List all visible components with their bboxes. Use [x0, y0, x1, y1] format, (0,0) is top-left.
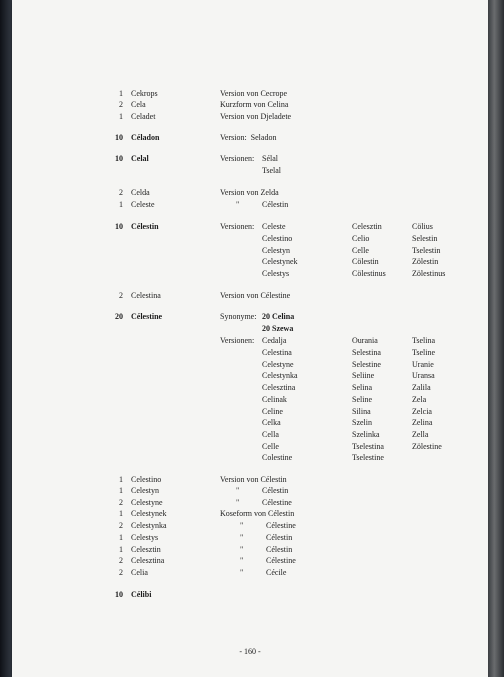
entry-variant: Célestine: [262, 556, 296, 565]
entry-variant: Seliine: [352, 371, 375, 380]
entry-variant: Szelin: [352, 418, 372, 427]
entry-variant: Tselestine: [352, 453, 384, 462]
entry-variant: 20 Celina: [262, 312, 295, 321]
entry-row: [12, 452, 488, 464]
entry-description: Version von Zelda: [220, 188, 279, 197]
page-number: - 160 -: [239, 647, 261, 656]
entry-variant: Celinak: [262, 395, 287, 404]
entry-variant: Celestynka: [262, 371, 298, 380]
scan-right-edge: [488, 0, 504, 677]
entry-description: ": [220, 545, 244, 554]
entry-description: ": [220, 556, 244, 565]
entry-variant: Selina: [352, 383, 372, 392]
entry-name: Celestyne: [131, 498, 163, 507]
entry-row: [12, 99, 488, 111]
entry-name: Celesztin: [131, 545, 161, 554]
entry-row: [12, 429, 488, 441]
entry-row: [12, 520, 488, 532]
entry-variant: Ourania: [352, 336, 378, 345]
entry-variant: Cölestinus: [352, 269, 386, 278]
entry-row: [12, 290, 488, 302]
entry-variant: Celestys: [262, 269, 290, 278]
entry-count: 1: [119, 486, 123, 495]
entry-count: 1: [119, 545, 123, 554]
entry-count: 1: [119, 475, 123, 484]
entry-variant: Zalila: [412, 383, 431, 392]
entry-row: [12, 382, 488, 394]
entry-name: Celesztina: [131, 556, 165, 565]
entry-name: Célestine: [131, 312, 163, 321]
entry-description: Version: Seladon: [220, 133, 277, 142]
entry-count: 2: [119, 188, 123, 197]
entry-variant: 20 Szewa: [262, 324, 294, 333]
entry-variant: Selestina: [352, 348, 381, 357]
document-page: [12, 0, 488, 677]
entry-count: 2: [119, 568, 123, 577]
entry-row: [12, 268, 488, 280]
entry-variant: Celio: [352, 234, 370, 243]
entry-variant: Zelcia: [412, 407, 432, 416]
entry-count: 20: [115, 312, 123, 321]
entry-row: [12, 567, 488, 579]
entry-variant: Zela: [412, 395, 427, 404]
entry-variant: Célestine: [262, 498, 292, 507]
entry-variant: Selestine: [352, 360, 381, 369]
entry-variant: Célestine: [262, 521, 296, 530]
entry-variant: Célestin: [262, 200, 289, 209]
entry-variant: Tselal: [262, 166, 281, 175]
entry-row: [12, 323, 488, 335]
entry-name: Celestino: [131, 475, 162, 484]
entry-description: ": [220, 200, 240, 209]
entry-description: ": [220, 498, 240, 507]
entry-variant: Celesztina: [262, 383, 296, 392]
entry-variant: Celle: [262, 442, 279, 451]
entry-description: ": [220, 486, 240, 495]
entry-row: [12, 199, 488, 211]
entry-count: 10: [115, 222, 123, 231]
entry-description: Version von Célestine: [220, 291, 291, 300]
entry-variant: Zölestin: [412, 257, 439, 266]
entry-name: Celal: [131, 154, 149, 163]
entry-count: 1: [119, 509, 123, 518]
entry-count: 10: [115, 154, 123, 163]
entry-count: 1: [119, 112, 123, 121]
entry-name: Cekrops: [131, 89, 158, 98]
entry-row: [12, 417, 488, 429]
entry-row: [12, 370, 488, 382]
entry-description: Synonyme:: [220, 312, 257, 321]
entry-count: 2: [119, 498, 123, 507]
entry-variant: Zölestinus: [412, 269, 446, 278]
entry-row: [12, 347, 488, 359]
entry-description: ": [220, 533, 244, 542]
name-list: [12, 0, 488, 677]
entry-variant: Tseline: [412, 348, 435, 357]
entry-variant: Zölestine: [412, 442, 442, 451]
entry-variant: Cécile: [262, 568, 287, 577]
entry-variant: Colestine: [262, 453, 293, 462]
entry-name: Celeste: [131, 200, 155, 209]
entry-name: Celda: [131, 188, 150, 197]
scan-left-edge: [0, 0, 12, 677]
entry-count: 1: [119, 89, 123, 98]
entry-row: [12, 394, 488, 406]
entry-variant: Tselestina: [352, 442, 384, 451]
entry-row: [12, 111, 488, 123]
entry-description: Versionen:: [220, 222, 255, 231]
entry-variant: Cölius: [412, 222, 433, 231]
entry-row: [12, 555, 488, 567]
entry-description: ": [220, 568, 244, 577]
entry-variant: Uransa: [412, 371, 435, 380]
entry-variant: Celle: [352, 246, 369, 255]
entry-row: [12, 508, 488, 520]
entry-variant: Celestina: [262, 348, 292, 357]
entry-row: [12, 256, 488, 268]
entry-variant: Tselestin: [412, 246, 441, 255]
entry-variant: Silina: [352, 407, 371, 416]
entry-variant: Szelinka: [352, 430, 380, 439]
entry-name: Celestynek: [131, 509, 167, 518]
entry-description: Kurzform von Celina: [220, 100, 289, 109]
entry-description: Version von Célestin: [220, 475, 287, 484]
entry-count: 2: [119, 100, 123, 109]
entry-description: Koseform von Célestin: [220, 509, 295, 518]
entry-variant: Célestin: [262, 533, 293, 542]
entry-name: Célibi: [131, 590, 152, 599]
entry-variant: Cella: [262, 430, 279, 439]
entry-count: 2: [119, 521, 123, 530]
entry-row: [12, 153, 488, 165]
entry-variant: Cölestin: [352, 257, 379, 266]
entry-row: [12, 311, 488, 323]
entry-name: Celestynka: [131, 521, 167, 530]
entry-variant: Celine: [262, 407, 283, 416]
entry-variant: Seline: [352, 395, 372, 404]
entry-row: [12, 589, 488, 601]
entry-description: Version von Cecrope: [220, 89, 288, 98]
entry-count: 1: [119, 200, 123, 209]
entry-variant: Sélal: [262, 154, 278, 163]
entry-row: [12, 165, 488, 177]
entry-variant: Zelina: [412, 418, 433, 427]
entry-name: Celadet: [131, 112, 156, 121]
entry-name: Celestina: [131, 291, 161, 300]
entry-description: ": [220, 521, 244, 530]
entry-variant: Celestyne: [262, 360, 294, 369]
entry-row: [12, 485, 488, 497]
entry-row: [12, 187, 488, 199]
entry-count: 10: [115, 590, 123, 599]
entry-variant: Célestin: [262, 545, 293, 554]
entry-count: 2: [119, 291, 123, 300]
entry-variant: Celeste: [262, 222, 286, 231]
entry-description: Versionen:: [220, 336, 255, 345]
entry-name: Célestin: [131, 222, 159, 231]
entry-count: 2: [119, 556, 123, 565]
entry-name: Celestys: [131, 533, 159, 542]
entry-variant: Zella: [412, 430, 429, 439]
entry-description: Versionen:: [220, 154, 255, 163]
entry-name: Celia: [131, 568, 148, 577]
entry-variant: Celestino: [262, 234, 293, 243]
entry-variant: Selestin: [412, 234, 438, 243]
entry-name: Cela: [131, 100, 146, 109]
entry-variant: Celestyn: [262, 246, 290, 255]
entry-count: 1: [119, 533, 123, 542]
entry-name: Céladon: [131, 133, 160, 142]
entry-variant: Celka: [262, 418, 281, 427]
entry-variant: Cedalja: [262, 336, 287, 345]
entry-variant: Uranie: [412, 360, 434, 369]
entry-row: [12, 132, 488, 144]
entry-variant: Celestynek: [262, 257, 298, 266]
entry-variant: Tselina: [412, 336, 435, 345]
entry-variant: Celesztin: [352, 222, 382, 231]
entry-row: [12, 532, 488, 544]
entry-count: 10: [115, 133, 123, 142]
entry-name: Celestyn: [131, 486, 159, 495]
entry-description: Version von Djeladete: [220, 112, 292, 121]
entry-row: [12, 335, 488, 347]
entry-row: [12, 233, 488, 245]
entry-row: [12, 221, 488, 233]
entry-variant: Célestin: [262, 486, 289, 495]
